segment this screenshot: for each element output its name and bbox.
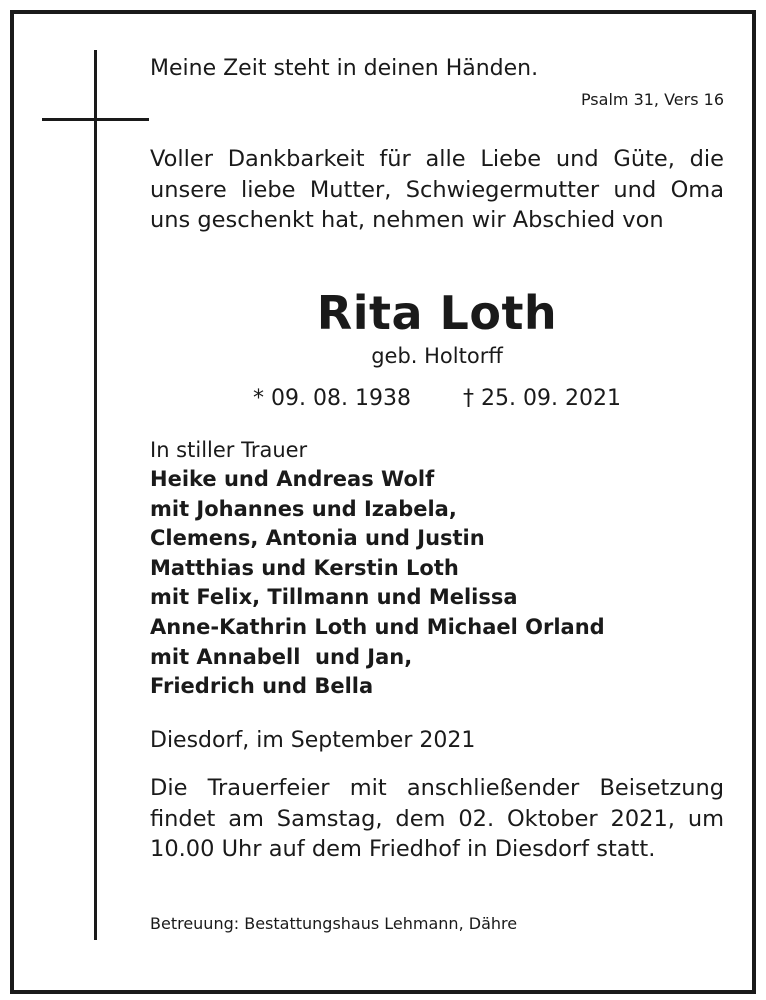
place-and-date: Diesdorf, im September 2021 bbox=[150, 728, 476, 753]
mourning-heading: In stiller Trauer bbox=[150, 438, 308, 462]
cross-icon bbox=[94, 50, 97, 940]
mourner-line: Heike und Andreas Wolf bbox=[150, 467, 435, 491]
intro-text: Voller Dankbarkeit für alle Liebe und Güte, die unsere liebe Mutter, Schwiegermutter und Oma uns geschenkt hat, nehmen wir Abschied von bbox=[150, 146, 724, 233]
maiden-name: geb. Holtorff bbox=[371, 344, 503, 368]
mourner-line: Matthias und Kerstin Loth bbox=[150, 555, 459, 580]
death-date: † 25. 09. 2021 bbox=[463, 386, 621, 411]
verse-reference: Psalm 31, Vers 16 bbox=[580, 90, 724, 109]
birth-date: * 09. 08. 1938 bbox=[253, 386, 411, 411]
mourners-list bbox=[150, 465, 724, 702]
mourner-line: Anne-Kathrin Loth und Michael Orland bbox=[150, 614, 605, 639]
funeral-home: Betreuung: Bestattungshaus Lehmann, Dähre bbox=[150, 914, 518, 933]
deceased-name: Rita Loth bbox=[316, 286, 558, 340]
mourner-line: Clemens, Antonia und Justin bbox=[150, 526, 485, 551]
mourner-line: mit Annabell und Jan, bbox=[150, 644, 413, 669]
cross-icon-bar bbox=[42, 118, 149, 121]
life-dates bbox=[150, 386, 724, 411]
mourner-line: mit Felix, Tillmann und Melissa bbox=[150, 585, 518, 610]
mourner-line: mit Johannes und Izabela, bbox=[150, 496, 457, 521]
mourner-line: Friedrich und Bella bbox=[150, 674, 374, 699]
ceremony-text: Die Trauerfeier mit anschließender Beisetzung findet am Samstag, dem 02. Oktober 2021, um 10.00 Uhr auf dem Friedhof in Diesdorf statt. bbox=[150, 775, 724, 862]
verse-text: Meine Zeit steht in deinen Händen. bbox=[150, 56, 539, 81]
